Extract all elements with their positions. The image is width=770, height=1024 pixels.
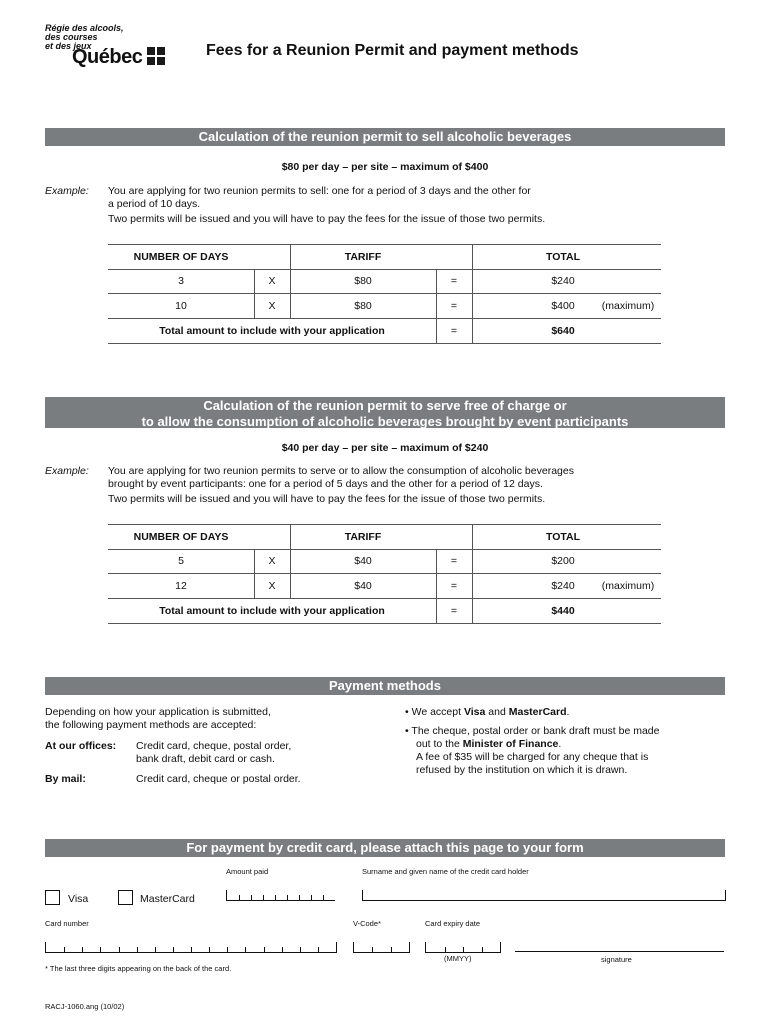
- offices-text: [136, 740, 291, 766]
- example-line: Two permits will be issued and you will have to pay the fees for the issue of those two permits.: [108, 213, 546, 225]
- cell-total: $240: [551, 275, 575, 287]
- section2-band: [45, 397, 725, 428]
- example-line: Two permits will be issued and you will have to pay the fees for the issue of those two permits.: [108, 493, 546, 505]
- intro-line: the following payment methods are accepted:: [45, 719, 257, 731]
- comb-tick: [251, 895, 252, 900]
- comb-tick: [263, 895, 264, 900]
- cell-days: 12: [175, 580, 187, 592]
- signature-line[interactable]: [515, 951, 724, 952]
- logo-quebec: Québec: [72, 46, 143, 68]
- section1-example-text: [108, 185, 545, 226]
- comb-tick: [137, 947, 138, 952]
- section1-rate: $80 per day – per site – maximum of $400: [281, 161, 489, 173]
- section2-band-line2: to allow the consumption of alcoholic beverages brought by event participants: [141, 414, 629, 429]
- table-divider: [290, 524, 291, 549]
- bullet-icon: •: [405, 725, 409, 737]
- total-label: Total amount to include with your application: [159, 605, 385, 617]
- section2-example-label: Example:: [45, 465, 89, 477]
- cell-days: 5: [178, 555, 184, 567]
- bullet2-line: The cheque, postal order or bank draft must be made: [411, 725, 660, 737]
- table-divider: [290, 549, 291, 599]
- example-line: You are applying for two reunion permits to sell: one for a period of 3 days and the other for: [108, 185, 531, 197]
- col-header-days: NUMBER OF DAYS: [133, 251, 229, 263]
- cell-eq: =: [450, 300, 458, 312]
- cell-days: 3: [178, 275, 184, 287]
- intro-line: Depending on how your application is submitted,: [45, 706, 271, 718]
- bullet-icon: •: [405, 706, 409, 718]
- comb-tick: [191, 947, 192, 952]
- comb-tick: [372, 947, 373, 952]
- comb-tick: [245, 947, 246, 952]
- section1-example-label: Example:: [45, 185, 89, 197]
- table-divider: [472, 524, 473, 549]
- total-value: $440: [551, 605, 575, 617]
- section2-example-text: [108, 465, 574, 506]
- comb-tick: [227, 947, 228, 952]
- comb-tick: [311, 895, 312, 900]
- col-header-tariff: TARIFF: [344, 531, 382, 543]
- table-header-row: [108, 244, 661, 270]
- cell-tariff: $80: [354, 300, 372, 312]
- section2-band-line1: Calculation of the reunion permit to serve free of charge or: [203, 398, 567, 413]
- payment-intro: [45, 706, 271, 732]
- bullet-cards: [405, 706, 569, 719]
- vcode-input[interactable]: [353, 942, 410, 953]
- cell-total: $200: [551, 555, 575, 567]
- cell-x: X: [268, 555, 276, 567]
- visa-checkbox[interactable]: [45, 890, 60, 905]
- amount-label: Amount paid: [226, 867, 269, 876]
- comb-tick: [264, 947, 265, 952]
- comb-tick: [82, 947, 83, 952]
- mail-text: Credit card, cheque or postal order.: [136, 773, 301, 785]
- col-header-tariff: TARIFF: [344, 251, 382, 263]
- col-header-total: TOTAL: [545, 531, 581, 543]
- bullet-cheque-cont: [416, 738, 648, 777]
- comb-tick: [300, 947, 301, 952]
- logo-line2: des courses: [45, 32, 98, 42]
- comb-tick: [445, 947, 446, 952]
- bullet-cheque: [405, 725, 659, 738]
- bullet2-end: .: [558, 738, 562, 750]
- offices-line: Credit card, cheque, postal order,: [136, 740, 292, 752]
- table-divider: [254, 549, 255, 599]
- table-divider: [472, 269, 473, 344]
- cell-note: (maximum): [601, 300, 655, 312]
- cell-eq: =: [450, 325, 458, 337]
- table-total-row: [108, 319, 661, 344]
- table-divider: [254, 269, 255, 319]
- cell-note: (maximum): [601, 580, 655, 592]
- table-header-row: [108, 524, 661, 550]
- mastercard-bold: MasterCard: [508, 706, 567, 718]
- comb-tick: [323, 895, 324, 900]
- total-value: $640: [551, 325, 575, 337]
- offices-label: At our offices:: [45, 740, 117, 752]
- cell-tariff: $40: [354, 580, 372, 592]
- table-divider: [472, 244, 473, 269]
- comb-tick: [155, 947, 156, 952]
- vcode-label: V-Code*: [353, 919, 381, 928]
- comb-tick: [463, 947, 464, 952]
- amount-input[interactable]: [226, 890, 335, 901]
- table-divider: [472, 549, 473, 624]
- cell-total: $400: [551, 300, 575, 312]
- table-row: [108, 549, 661, 574]
- payment-band: Payment methods: [45, 677, 725, 695]
- cell-x: X: [268, 580, 276, 592]
- bullet1-text: We accept: [411, 706, 464, 718]
- logo-line3: et des jeux: [45, 41, 92, 51]
- expiry-input[interactable]: [425, 942, 501, 953]
- cell-tariff: $40: [354, 555, 372, 567]
- comb-tick: [299, 895, 300, 900]
- bullet1-and: and: [485, 706, 509, 718]
- comb-tick: [119, 947, 120, 952]
- table-divider: [290, 244, 291, 269]
- form-code: RACJ-1060.ang (10/02): [45, 1002, 125, 1011]
- minister-bold: Minister of Finance: [462, 738, 559, 750]
- mmyy-label: (MMYY): [444, 954, 472, 963]
- quebec-flag-icon: [147, 47, 165, 65]
- holder-name-input[interactable]: [362, 890, 726, 901]
- credit-band: For payment by credit card, please attach this page to your form: [45, 839, 725, 857]
- cell-eq: =: [450, 555, 458, 567]
- logo-line1: Régie des alcools,: [45, 23, 124, 33]
- comb-tick: [287, 895, 288, 900]
- table-divider: [436, 549, 437, 624]
- table-row: [108, 294, 661, 319]
- cell-total: $240: [551, 580, 575, 592]
- total-label: Total amount to include with your application: [159, 325, 385, 337]
- comb-tick: [100, 947, 101, 952]
- visa-label: Visa: [68, 893, 89, 905]
- comb-tick: [282, 947, 283, 952]
- table-divider: [436, 269, 437, 344]
- bullet2-line: refused by the institution on which it is drawn.: [416, 764, 628, 776]
- comb-tick: [391, 947, 392, 952]
- cell-x: X: [268, 275, 276, 287]
- cell-eq: =: [450, 605, 458, 617]
- example-line: brought by event participants: one for a period of 5 days and the other for a period of 12 days.: [108, 478, 543, 490]
- cell-x: X: [268, 300, 276, 312]
- comb-tick: [173, 947, 174, 952]
- bullet2-line: A fee of $35 will be charged for any cheque that is: [416, 751, 649, 763]
- comb-tick: [239, 895, 240, 900]
- col-header-days: NUMBER OF DAYS: [133, 531, 229, 543]
- vcode-footnote: * The last three digits appearing on the back of the card.: [45, 964, 232, 973]
- card-number-input[interactable]: [45, 942, 337, 953]
- comb-tick: [64, 947, 65, 952]
- visa-bold: Visa: [463, 706, 486, 718]
- cell-eq: =: [450, 580, 458, 592]
- table-total-row: [108, 599, 661, 624]
- expiry-label: Card expiry date: [425, 919, 481, 928]
- example-line: You are applying for two reunion permits to serve or to allow the consumption of alcoholic beverages: [108, 465, 574, 477]
- comb-tick: [318, 947, 319, 952]
- bullet1-end: .: [566, 706, 570, 718]
- example-line: a period of 10 days.: [108, 198, 201, 210]
- section1-band: Calculation of the reunion permit to sell alcoholic beverages: [45, 128, 725, 146]
- mastercard-label: MasterCard: [140, 893, 195, 905]
- offices-line: bank draft, debit card or cash.: [136, 753, 275, 765]
- comb-tick: [482, 947, 483, 952]
- table-divider: [290, 269, 291, 319]
- cell-days: 10: [175, 300, 187, 312]
- page-title: Fees for a Reunion Permit and payment methods: [206, 42, 579, 59]
- signature-label: signature: [601, 955, 632, 964]
- table-row: [108, 574, 661, 599]
- cell-tariff: $80: [354, 275, 372, 287]
- mastercard-checkbox[interactable]: [118, 890, 133, 905]
- card-number-label: Card number: [45, 919, 89, 928]
- comb-tick: [275, 895, 276, 900]
- bullet2-pre: out to the: [416, 738, 463, 750]
- col-header-total: TOTAL: [545, 251, 581, 263]
- section2-rate: $40 per day – per site – maximum of $240: [281, 442, 489, 454]
- mail-label: By mail:: [45, 773, 86, 785]
- comb-tick: [209, 947, 210, 952]
- table-row: [108, 269, 661, 294]
- cell-eq: =: [450, 275, 458, 287]
- holder-label: Surname and given name of the credit card holder: [362, 867, 529, 876]
